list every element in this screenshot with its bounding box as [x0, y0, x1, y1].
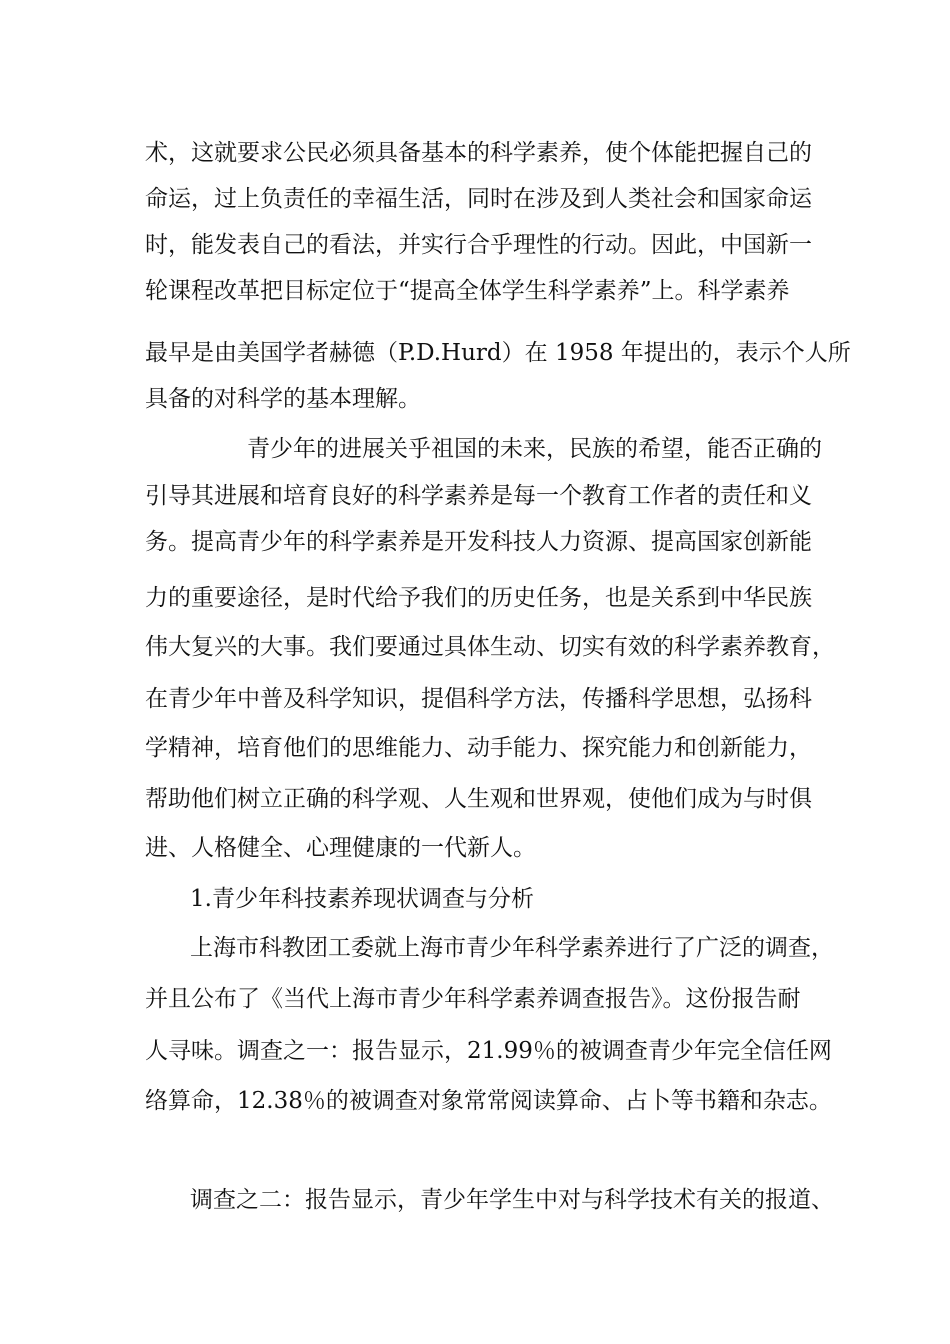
text-line: 上海市科教团工委就上海市青少年科学素养进行了广泛的调查， [190, 935, 834, 961]
text-line: 并且公布了《当代上海市青少年科学素养调查报告》。这份报告耐 [145, 986, 801, 1012]
text-line: 务。提高青少年的科学素养是开发科技人力资源、提高国家创新能 [145, 529, 812, 555]
text-line: 最早是由美国学者赫德（P.D.Hurd）在 1958 年提出的，表示个人所 [145, 340, 851, 366]
section-heading: 1.青少年科技素养现状调查与分析 [190, 886, 534, 912]
text-line: 时，能发表自己的看法，并实行合乎理性的行动。因此，中国新一 [145, 232, 812, 258]
text-line: 在青少年中普及科学知识，提倡科学方法，传播科学思想，弘扬科 [145, 686, 812, 712]
text-line: 术，这就要求公民必须具备基本的科学素养，使个体能把握自己的 [145, 140, 812, 166]
text-line: 人寻味。调查之一：报告显示，21.99％的被调查青少年完全信任网 [145, 1038, 832, 1064]
text-line: 具备的对科学的基本理解。 [145, 386, 421, 412]
text-line: 命运，过上负责任的幸福生活，同时在涉及到人类社会和国家命运 [145, 186, 812, 212]
text-line: 轮课程改革把目标定位于“提高全体学生科学素养”上。科学素养 [145, 278, 790, 304]
text-line: 青少年的进展关乎祖国的未来，民族的希望，能否正确的 [247, 436, 822, 462]
text-line: 进、人格健全、心理健康的一代新人。 [145, 835, 536, 861]
text-line: 帮助他们树立正确的科学观、人生观和世界观，使他们成为与时俱 [145, 786, 812, 812]
text-line: 学精神，培育他们的思维能力、动手能力、探究能力和创新能力， [145, 735, 812, 761]
text-line: 力的重要途径，是时代给予我们的历史任务，也是关系到中华民族 [145, 585, 812, 611]
text-line: 络算命，12.38％的被调查对象常常阅读算命、占卜等书籍和杂志。 [145, 1088, 832, 1114]
text-line: 引导其进展和培育良好的科学素养是每一个教育工作者的责任和义 [145, 483, 812, 509]
text-line: 伟大复兴的大事。我们要通过具体生动、切实有效的科学素养教育， [145, 634, 835, 660]
text-line: 调查之二：报告显示，青少年学生中对与科学技术有关的报道、 [190, 1187, 834, 1213]
